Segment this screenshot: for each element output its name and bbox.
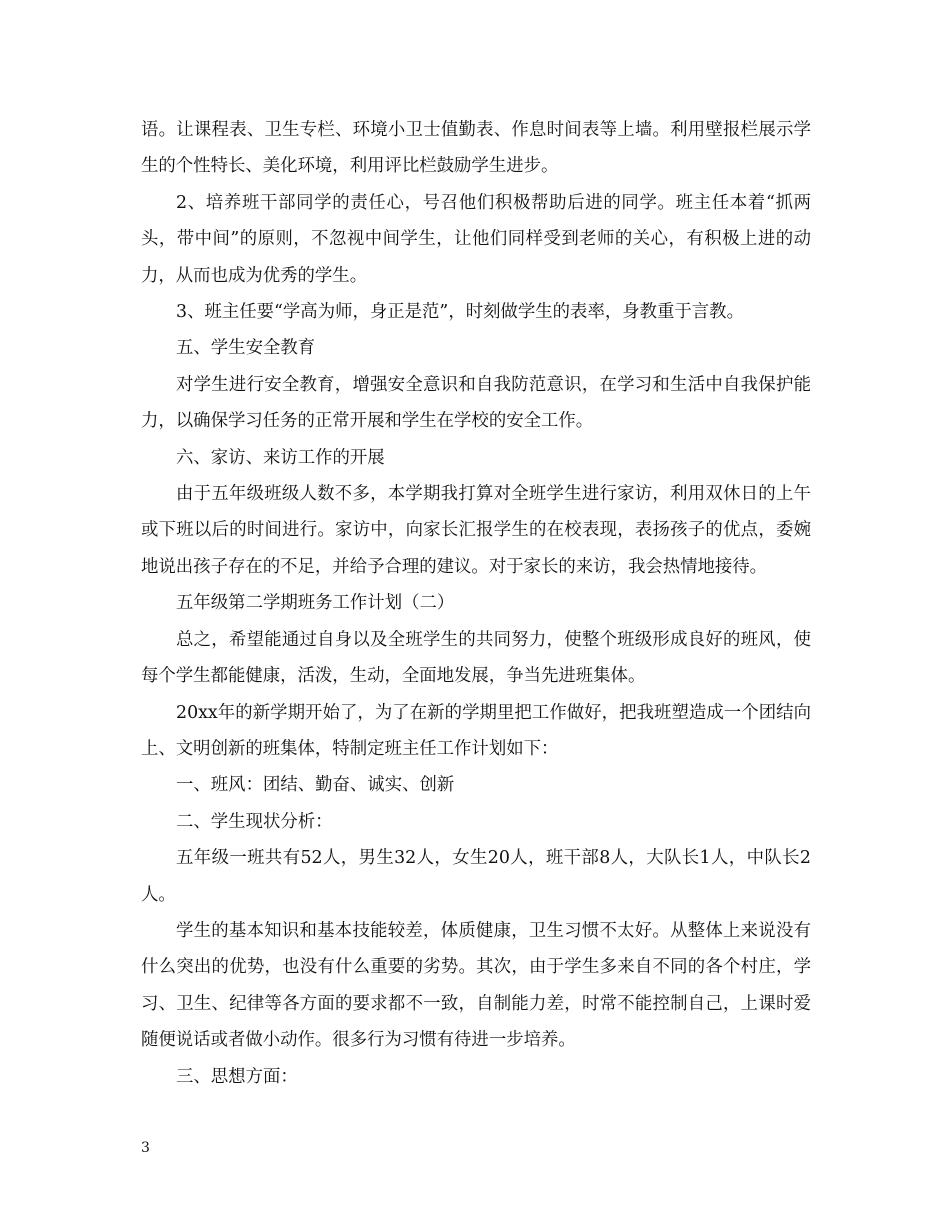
heading-class-style: 一、班风：团结、勤奋、诚实、创新 [176, 775, 455, 796]
paragraph-new-semester: 20xx年的新学期开始了，为了在新的学期里把工作做好，把我班塑造成一个团结向上、文明创新的班集体，特制定班主任工作计划如下： [141, 702, 811, 759]
paragraph-class-cadre-responsibility: 2、培养班干部同学的责任心，号召他们积极帮助后进的同学。班主任本着“抓两头，带中间”的原则，不忽视中间学生，让他们同样受到老师的关心，有积极上进的动力，从而也成为优秀的学生。 [141, 192, 811, 286]
heading-student-analysis: 二、学生现状分析： [176, 811, 333, 832]
paragraph-home-visits: 由于五年级班级人数不多，本学期我打算对全班学生进行家访，利用双休日的上午或下班以后的时间进行。家访中，向家长汇报学生的在校表现，表扬孩子的优点，委婉地说出孩子存在的不足，并给予合理的建议。对于家长的来访，我会热情地接待。 [141, 484, 811, 577]
paragraph-continuation: 语。让课程表、卫生专栏、环境小卫士值勤表、作息时间表等上墙。利用壁报栏展示学生的个性特长、美化环境，利用评比栏鼓励学生进步。 [141, 120, 811, 177]
paragraph-class-composition: 五年级一班共有52人，男生32人，女生20人，班干部8人，大队长1人，中队长2人。 [141, 848, 811, 905]
document-body [141, 112, 811, 1095]
paragraph-summary: 总之，希望能通过自身以及全班学生的共同努力，使整个班级形成良好的班风，使每个学生都能健康，活泼，生动，全面地发展，争当先进班集体。 [141, 629, 811, 687]
page-number: 3 [141, 1140, 150, 1156]
paragraph-teacher-example: 3、班主任要“学高为师，身正是范”，时刻做学生的表率，身教重于言教。 [176, 302, 744, 323]
heading-plan-part-two: 五年级第二学期班务工作计划（二） [176, 593, 455, 614]
heading-home-visits: 六、家访、来访工作的开展 [176, 447, 385, 468]
heading-ideology: 三、思想方面： [176, 1066, 298, 1087]
paragraph-safety-education: 对学生进行安全教育，增强安全意识和自我防范意识，在学习和生活中自我保护能力，以确保学习任务的正常开展和学生在学校的安全工作。 [141, 374, 811, 432]
paragraph-student-situation: 学生的基本知识和基本技能较差，体质健康，卫生习惯不太好。从整体上来说没有什么突出的优势，也没有什么重要的劣势。其次，由于学生多来自不同的各个村庄，学习、卫生、纪律等各方面的要求都不一致，自制能力差，时常不能控制自己，上课时爱随便说话或者做小动作。很多行为习惯有待进一步培养。 [141, 920, 811, 1051]
heading-safety-education: 五、学生安全教育 [176, 338, 316, 359]
